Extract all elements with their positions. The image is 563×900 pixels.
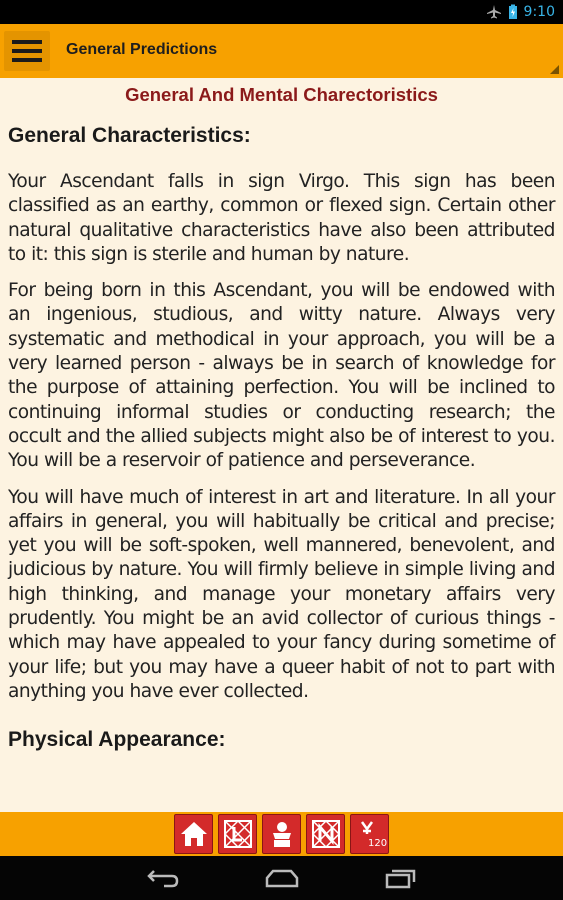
heading-general-characteristics: General Characteristics: bbox=[8, 124, 251, 147]
numerology-button[interactable] bbox=[306, 814, 345, 854]
heading-physical-appearance: Physical Appearance: bbox=[8, 728, 226, 752]
lagna-chart-icon bbox=[223, 819, 253, 849]
hamburger-menu-icon[interactable] bbox=[4, 31, 50, 71]
lagna-chart-button[interactable] bbox=[218, 814, 257, 854]
astrologer-button[interactable] bbox=[262, 814, 301, 854]
home-icon bbox=[179, 820, 209, 848]
status-bar bbox=[0, 0, 563, 24]
content-area[interactable] bbox=[0, 78, 563, 812]
home-nav-icon[interactable] bbox=[264, 867, 300, 889]
action-bar bbox=[0, 24, 563, 78]
paragraph: You will have much of interest in art and literature. In all your affairs in general, you will habitually be critical and precise; yet you will be soft-spoken, well mannered, benevolent, and judicious by nature. You will firmly believe in simple living and high thinking, and manage your monetary affairs very prudently. You might be an avid collector of curious things - which may have appealed to your fancy during sometime of your life; but you may have a queer habit of not to part with anything you have ever collected. bbox=[8, 486, 555, 702]
system-nav-bar bbox=[0, 856, 563, 900]
page-title: General Predictions bbox=[66, 41, 218, 58]
bottom-toolbar bbox=[0, 812, 563, 856]
battery-charging-icon bbox=[508, 4, 518, 20]
overflow-corner-icon bbox=[550, 65, 559, 74]
back-icon[interactable] bbox=[146, 867, 180, 889]
airplane-mode-icon bbox=[486, 4, 502, 20]
astrologer-icon bbox=[267, 819, 297, 849]
home-button[interactable] bbox=[174, 814, 213, 854]
yearly-button[interactable] bbox=[350, 814, 389, 854]
paragraph: Your Ascendant falls in sign Virgo. This sign has been classified as an earthy, common or flexed sign. Certain other natural qualitative characteristics have also been attributed to it: this sign is sterile and human by nature. bbox=[8, 171, 555, 265]
svg-text:120: 120 bbox=[367, 838, 387, 849]
numerology-icon bbox=[311, 819, 341, 849]
section-title: General And Mental Charectoristics bbox=[125, 84, 438, 105]
recent-apps-icon[interactable] bbox=[384, 867, 418, 889]
yearly-icon bbox=[355, 819, 385, 849]
status-time: 9:10 bbox=[523, 4, 555, 20]
paragraph: For being born in this Ascendant, you will be endowed with an ingenious, studious, and witty nature. Always very systematic and methodical in your approach, you will be a very learned person - always be in search of knowledge for the purpose of attaining perfection. You will be inclined to continuing informal studies or conducting research; the occult and the allied subjects might also be of interest to you. You will be a reservoir of patience and perseverance. bbox=[8, 280, 555, 472]
